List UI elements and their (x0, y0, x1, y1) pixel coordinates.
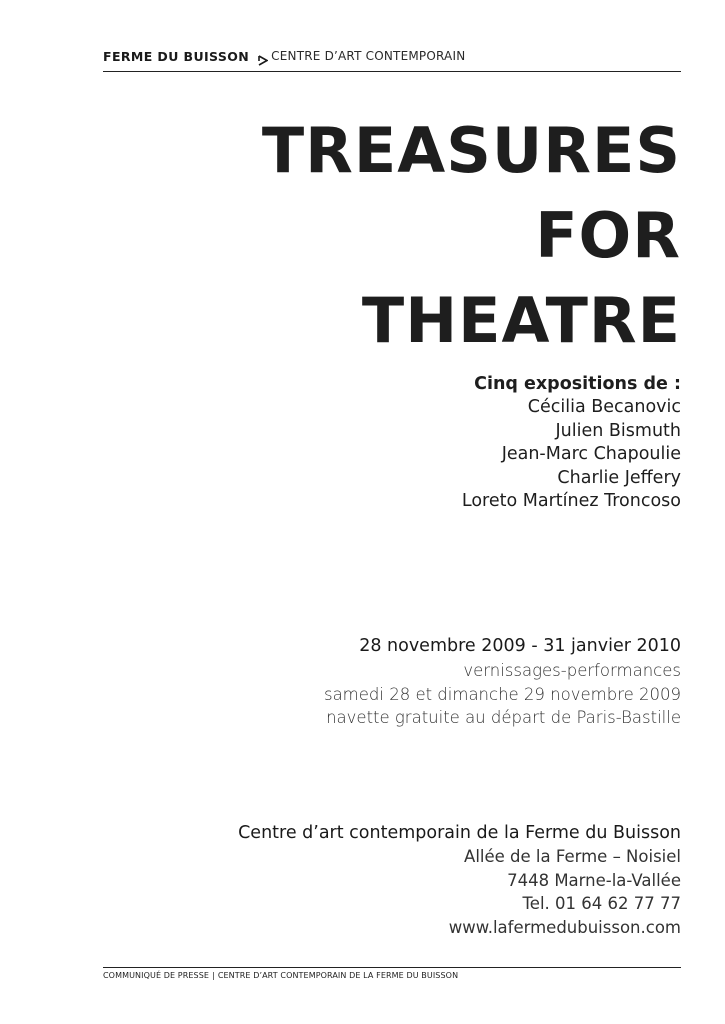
venue-section (238, 821, 681, 939)
document-title (262, 108, 681, 363)
venue-address: Allée de la Ferme – Noisiel (464, 847, 681, 866)
artist-name: Jean-Marc Chapoulie (501, 444, 681, 464)
date-range: 28 novembre 2009 - 31 janvier 2010 (359, 636, 681, 656)
footer-separator: | (212, 971, 215, 980)
venue-city: 7448 Marne-la-Vallée (507, 870, 681, 890)
header-divider (103, 71, 681, 72)
title-line: TREASURES (261, 114, 681, 187)
dates-detail: vernissages-performances (463, 661, 681, 680)
artists-intro: Cinq expositions de : (474, 374, 681, 394)
footer-divider (103, 967, 681, 968)
dates-detail: samedi 28 et dimanche 29 novembre 2009 (323, 684, 681, 704)
artists-section (462, 372, 681, 514)
venue-name: Centre d’art contemporain de la Ferme du Buisson (238, 823, 681, 843)
brand-subtitle: CENTRE D’ART CONTEMPORAIN (271, 49, 466, 63)
footer-label: COMMUNIQUÉ DE PRESSE (103, 971, 210, 980)
dates-detail: navette gratuite au départ de Paris-Bastille (326, 708, 681, 727)
dates-section (324, 634, 681, 730)
title-line: FOR (535, 199, 681, 272)
venue-phone: Tel. 01 64 62 77 77 (522, 894, 681, 913)
brand-name: FERME DU BUISSON (103, 48, 250, 64)
page-header (103, 47, 681, 65)
artist-name: Julien Bismuth (555, 420, 681, 441)
artist-name: Charlie Jeffery (557, 467, 681, 488)
artist-name: Loreto Martínez Troncoso (461, 491, 681, 511)
footer-organization: CENTRE D’ART CONTEMPORAIN DE LA FERME DU BUISSON (217, 971, 459, 980)
artist-name: Cécilia Becanovic (527, 397, 681, 417)
title-line: THEATRE (361, 284, 681, 357)
venue-website: www.lafermedubuisson.com (448, 917, 681, 937)
arrow-right-icon (258, 51, 268, 62)
page-footer (103, 971, 458, 980)
